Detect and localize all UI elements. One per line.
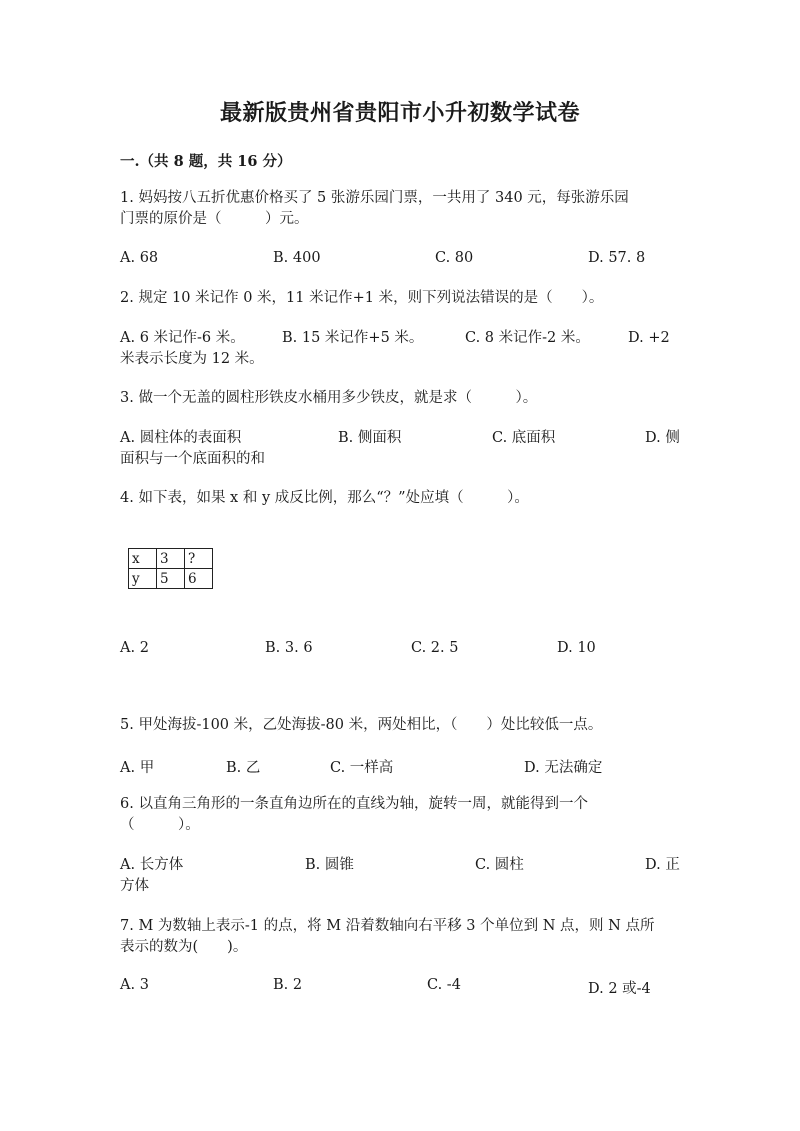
page-title: 最新版贵州省贵阳市小升初数学试卷 bbox=[219, 100, 580, 126]
question-4 bbox=[120, 488, 680, 509]
options-row-continued bbox=[120, 449, 680, 470]
question-5-options bbox=[120, 756, 680, 778]
table-cell: ? bbox=[185, 549, 213, 569]
option-c[interactable]: C. 80 bbox=[435, 250, 474, 266]
question-3-options bbox=[120, 428, 680, 470]
option-a[interactable]: A. 2 bbox=[120, 640, 149, 656]
section-heading: 一.（共 8 题，共 16 分） bbox=[120, 153, 292, 170]
question-1-options bbox=[120, 250, 680, 272]
option-b[interactable]: B. 15 米记作+5 米。 bbox=[282, 330, 424, 346]
question-3 bbox=[120, 388, 680, 409]
question-7-options bbox=[120, 977, 680, 999]
question-2-options bbox=[120, 328, 680, 370]
option-c[interactable]: C. 圆柱 bbox=[475, 857, 524, 873]
option-b[interactable]: B. 乙 bbox=[226, 760, 261, 776]
option-d[interactable]: D. 无法确定 bbox=[524, 760, 603, 776]
option-a[interactable]: A. 3 bbox=[120, 977, 149, 993]
question-1-line-2: 门票的原价是（ ）元。 bbox=[120, 211, 309, 227]
options-row bbox=[120, 328, 680, 349]
question-6-options bbox=[120, 855, 680, 897]
option-d[interactable]: D. +2 bbox=[628, 330, 670, 346]
question-5-line-1: 5. 甲处海拔-100 米，乙处海拔-80 米，两处相比，（ ）处比较低一点。 bbox=[120, 717, 603, 733]
question-3-line-1: 3. 做一个无盖的圆柱形铁皮水桶用多少铁皮，就是求（ ）。 bbox=[120, 390, 538, 406]
question-2 bbox=[120, 288, 680, 309]
option-c[interactable]: C. 2. 5 bbox=[411, 640, 459, 656]
question-4-options bbox=[120, 640, 680, 662]
option-c[interactable]: C. -4 bbox=[427, 977, 461, 993]
option-c[interactable]: C. 底面积 bbox=[492, 430, 556, 446]
table-row bbox=[129, 569, 213, 589]
table-row bbox=[129, 549, 213, 569]
options-row bbox=[120, 428, 680, 449]
option-c[interactable]: C. 一样高 bbox=[330, 760, 394, 776]
option-b[interactable]: B. 3. 6 bbox=[265, 640, 313, 656]
option-b[interactable]: B. 400 bbox=[273, 250, 321, 266]
options-row bbox=[120, 855, 680, 876]
option-a[interactable]: A. 甲 bbox=[120, 760, 155, 776]
options-row-continued bbox=[120, 349, 680, 370]
table-cell: x bbox=[129, 549, 157, 569]
question-1-line-1: 1. 妈妈按八五折优惠价格买了 5 张游乐园门票，一共用了 340 元，每张游乐园 bbox=[120, 190, 629, 206]
question-1 bbox=[120, 188, 680, 230]
option-b[interactable]: B. 侧面积 bbox=[338, 430, 402, 446]
option-b[interactable]: B. 2 bbox=[273, 977, 303, 993]
option-a[interactable]: A. 长方体 bbox=[120, 857, 184, 873]
xy-table bbox=[128, 548, 213, 589]
option-d-continued: 面积与一个底面积的和 bbox=[120, 451, 265, 467]
option-d[interactable]: D. 57. 8 bbox=[588, 250, 646, 266]
option-a[interactable]: A. 6 米记作-6 米。 bbox=[120, 330, 245, 346]
table-cell: 5 bbox=[157, 569, 185, 589]
option-b[interactable]: B. 圆锥 bbox=[305, 857, 354, 873]
question-5 bbox=[120, 715, 680, 736]
question-7 bbox=[120, 916, 680, 958]
option-d[interactable]: D. 10 bbox=[557, 640, 596, 656]
question-6-line-1: 6. 以直角三角形的一条直角边所在的直线为轴，旋转一周，就能得到一个 bbox=[120, 796, 588, 812]
options-row-continued bbox=[120, 876, 680, 897]
table-cell: 3 bbox=[157, 549, 185, 569]
option-d-continued: 米表示长度为 12 米。 bbox=[120, 351, 264, 367]
option-d[interactable]: D. 正 bbox=[645, 857, 680, 873]
question-6-line-2: （ ）。 bbox=[120, 817, 200, 833]
question-4-line-1: 4. 如下表，如果 x 和 y 成反比例，那么“？”处应填（ ）。 bbox=[120, 490, 529, 506]
option-d[interactable]: D. 2 或-4 bbox=[588, 981, 651, 997]
option-a[interactable]: A. 68 bbox=[120, 250, 159, 266]
option-d-continued: 方体 bbox=[120, 878, 149, 894]
question-7-line-1: 7. M 为数轴上表示-1 的点，将 M 沿着数轴向右平移 3 个单位到 N 点，则 N 点所 bbox=[120, 918, 655, 934]
option-d[interactable]: D. 侧 bbox=[645, 430, 680, 446]
question-2-line-1: 2. 规定 10 米记作 0 米，11 米记作+1 米，则下列说法错误的是（ ）。 bbox=[120, 290, 604, 306]
question-6 bbox=[120, 794, 680, 836]
question-7-line-2: 表示的数为( )。 bbox=[120, 939, 248, 955]
table-cell: y bbox=[129, 569, 157, 589]
option-c[interactable]: C. 8 米记作-2 米。 bbox=[465, 330, 590, 346]
table-cell: 6 bbox=[185, 569, 213, 589]
option-a[interactable]: A. 圆柱体的表面积 bbox=[120, 430, 242, 446]
